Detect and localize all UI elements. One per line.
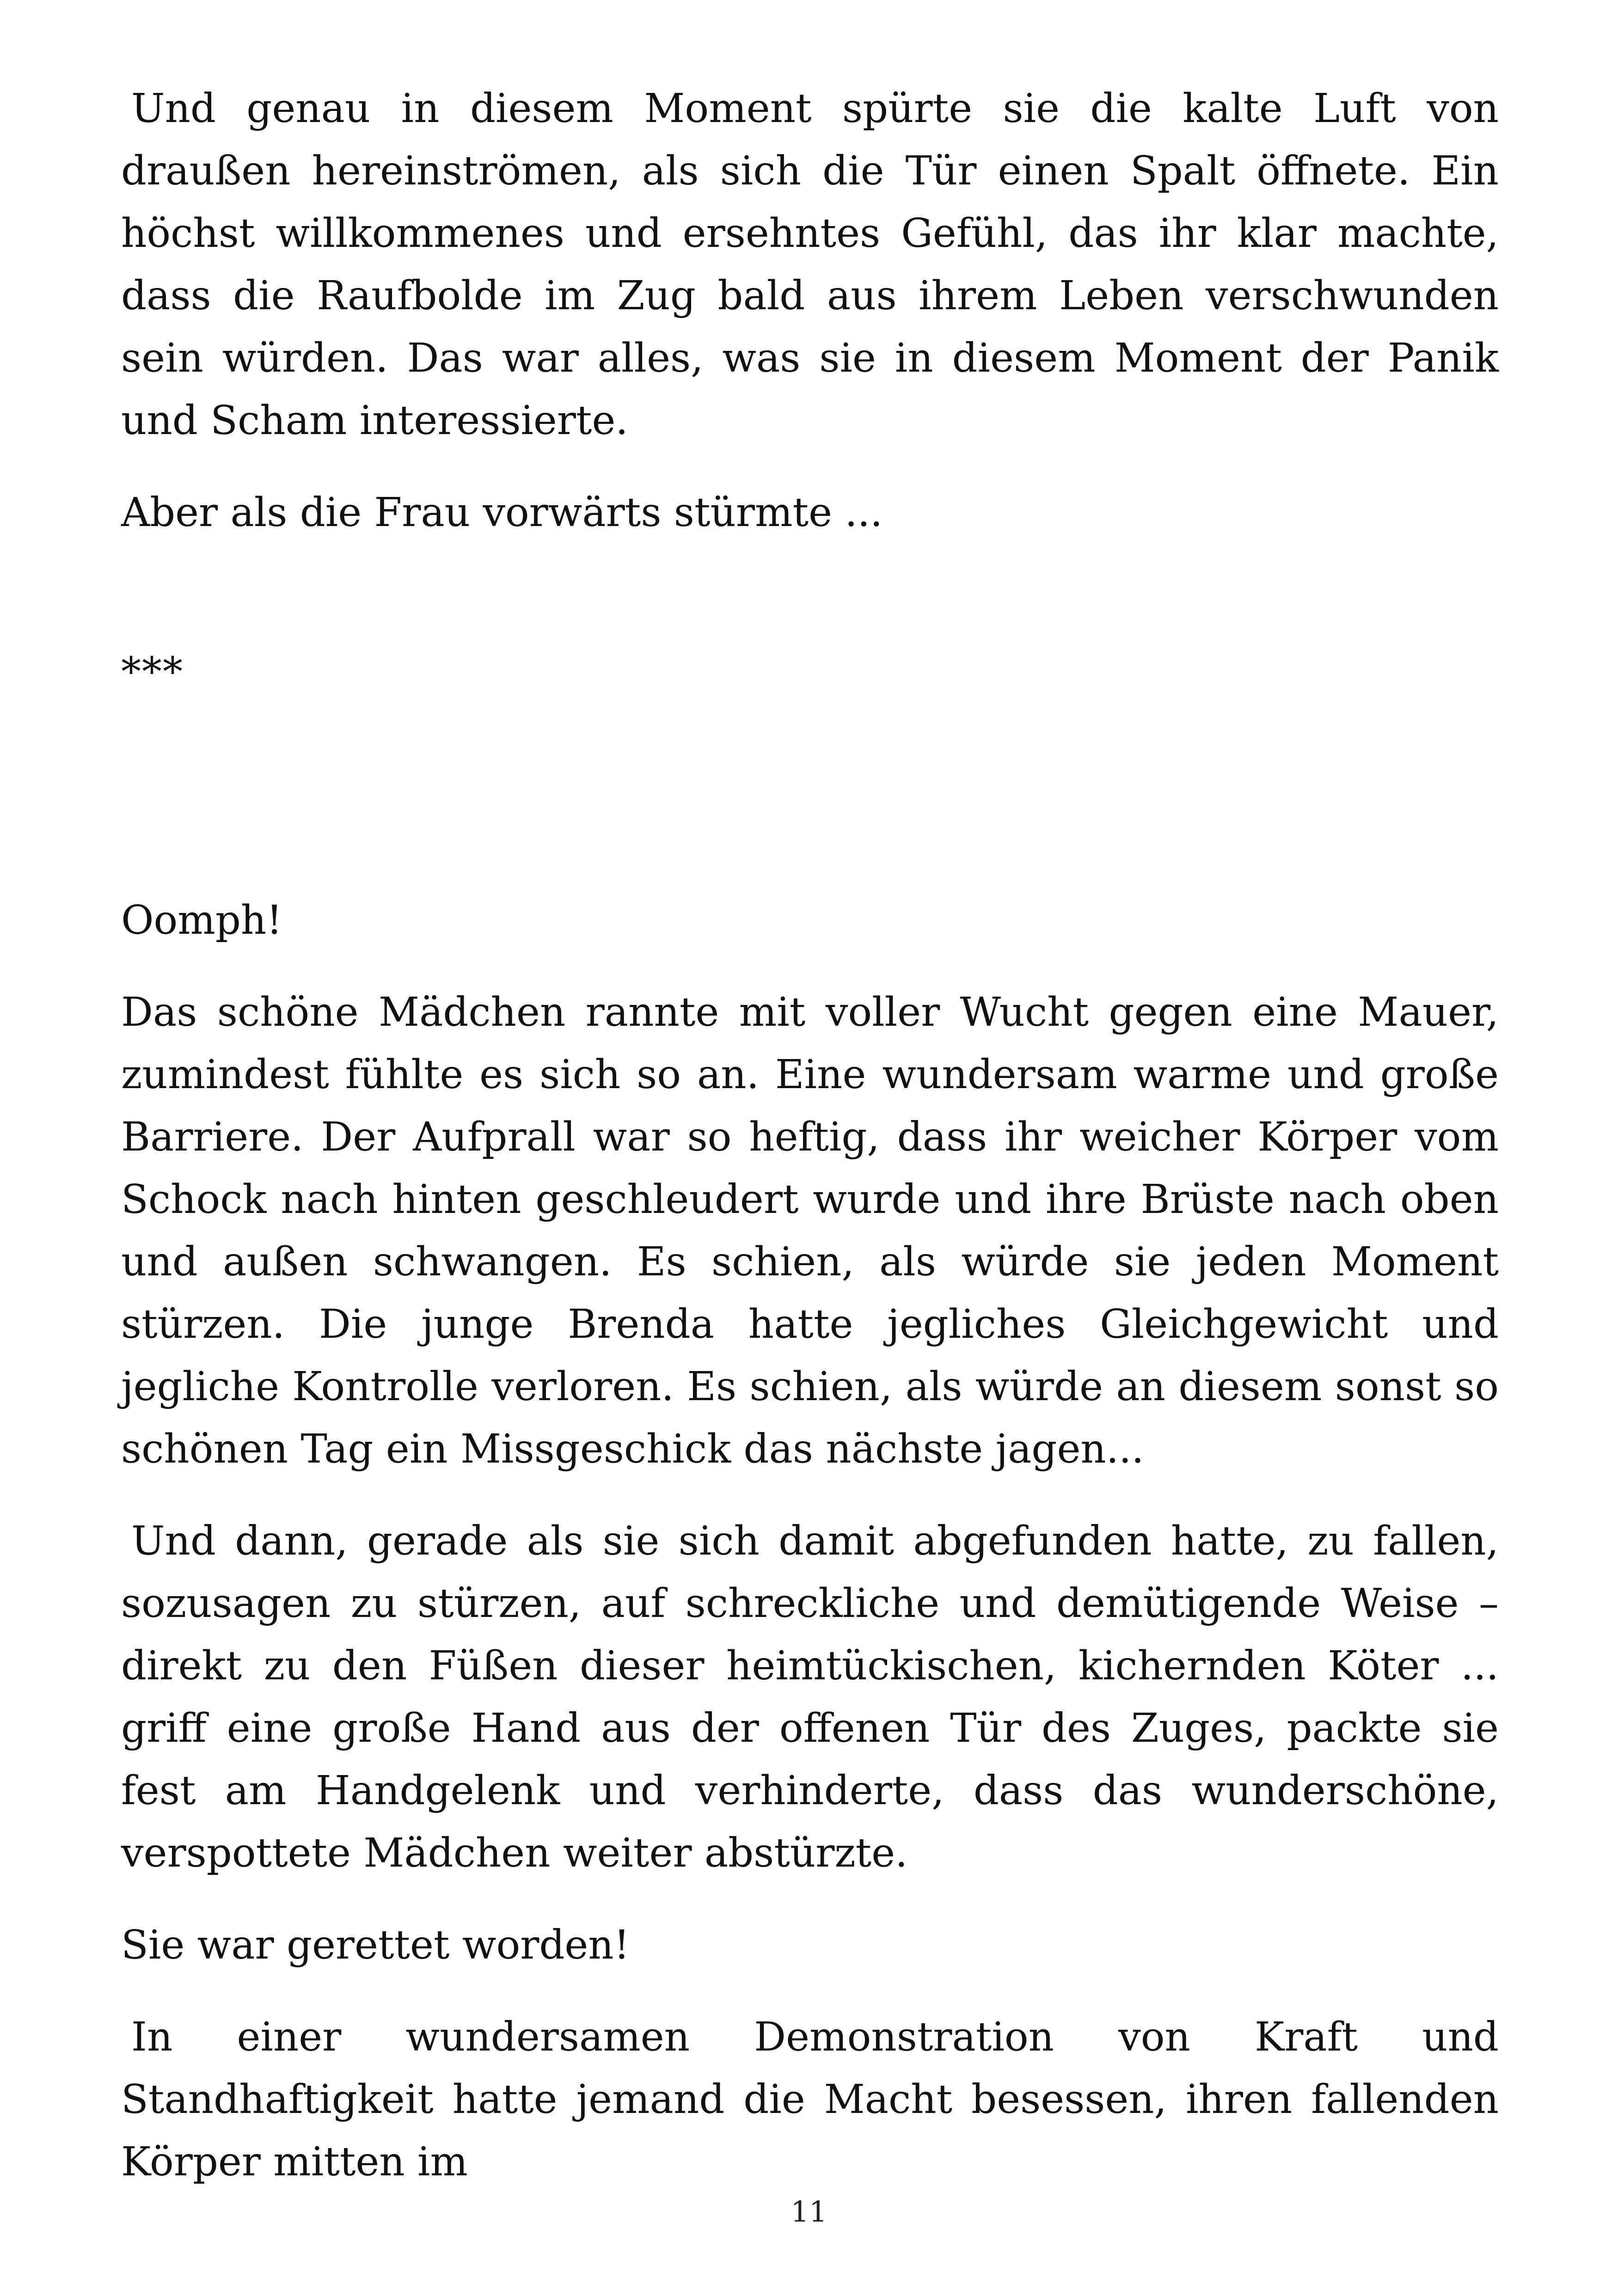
paragraph-wall-collision: Das schöne Mädchen rannte mit voller Wucht gegen eine Mauer, zumindest fühlte es sich so an. Eine wundersam warme und große Barriere. Der Aufprall war so heftig, dass ihr weicher Körper vom Schock nach hinten geschleudert wurde und ihre Brüste nach oben und außen schwangen. Es schien, als würde sie jeden Moment stürzen. Die junge Brenda hatte jegliches Gleichgewicht und jegliche Kontrolle verloren. Es schien, als würde an diesem sonst so schönen Tag ein Missgeschick das nächste jagen...: [121, 989, 1499, 1472]
paragraph-oomph: Oomph!: [121, 897, 282, 943]
page-number: 11: [791, 2195, 827, 2229]
paragraph-woman-rushed: Aber als die Frau vorwärts stürmte ...: [121, 490, 883, 536]
paragraph-cold-air: Und genau in diesem Moment spürte sie die kalte Luft von draußen hereinströmen, als sich die Tür einen Spalt öffnete. Ein höchst willkommenes und ersehntes Gefühl, das ihr klar machte, dass die Raufbolde im Zug bald aus ihrem Leben verschwunden sein würden. Das war alles, was sie in diesem Moment der Panik und Scham interessierte.: [121, 86, 1499, 444]
paragraph-hand-grabbed: Und dann, gerade als sie sich damit abgefunden hatte, zu fallen, sozusagen zu stürzen, auf schreckliche und demütigende Weise – direkt zu den Füßen dieser heimtückischen, kichernden Köter ... griff eine große Hand aus der offenen Tür des Zuges, packte sie fest am Handgelenk und verhinderte, dass das wunderschöne, verspottete Mädchen weiter abstürzte.: [121, 1518, 1499, 1876]
section-gap: [121, 704, 1499, 889]
scene-break: ***: [121, 649, 184, 695]
paragraph-demonstration: In einer wundersamen Demonstration von Kraft und Standhaftigkeit hatte jemand die Macht besessen, ihren fallenden Körper mitten im: [121, 2014, 1499, 2185]
paragraph-rescued: Sie war gerettet worden!: [121, 1922, 630, 1968]
page-body: [121, 78, 1499, 2223]
